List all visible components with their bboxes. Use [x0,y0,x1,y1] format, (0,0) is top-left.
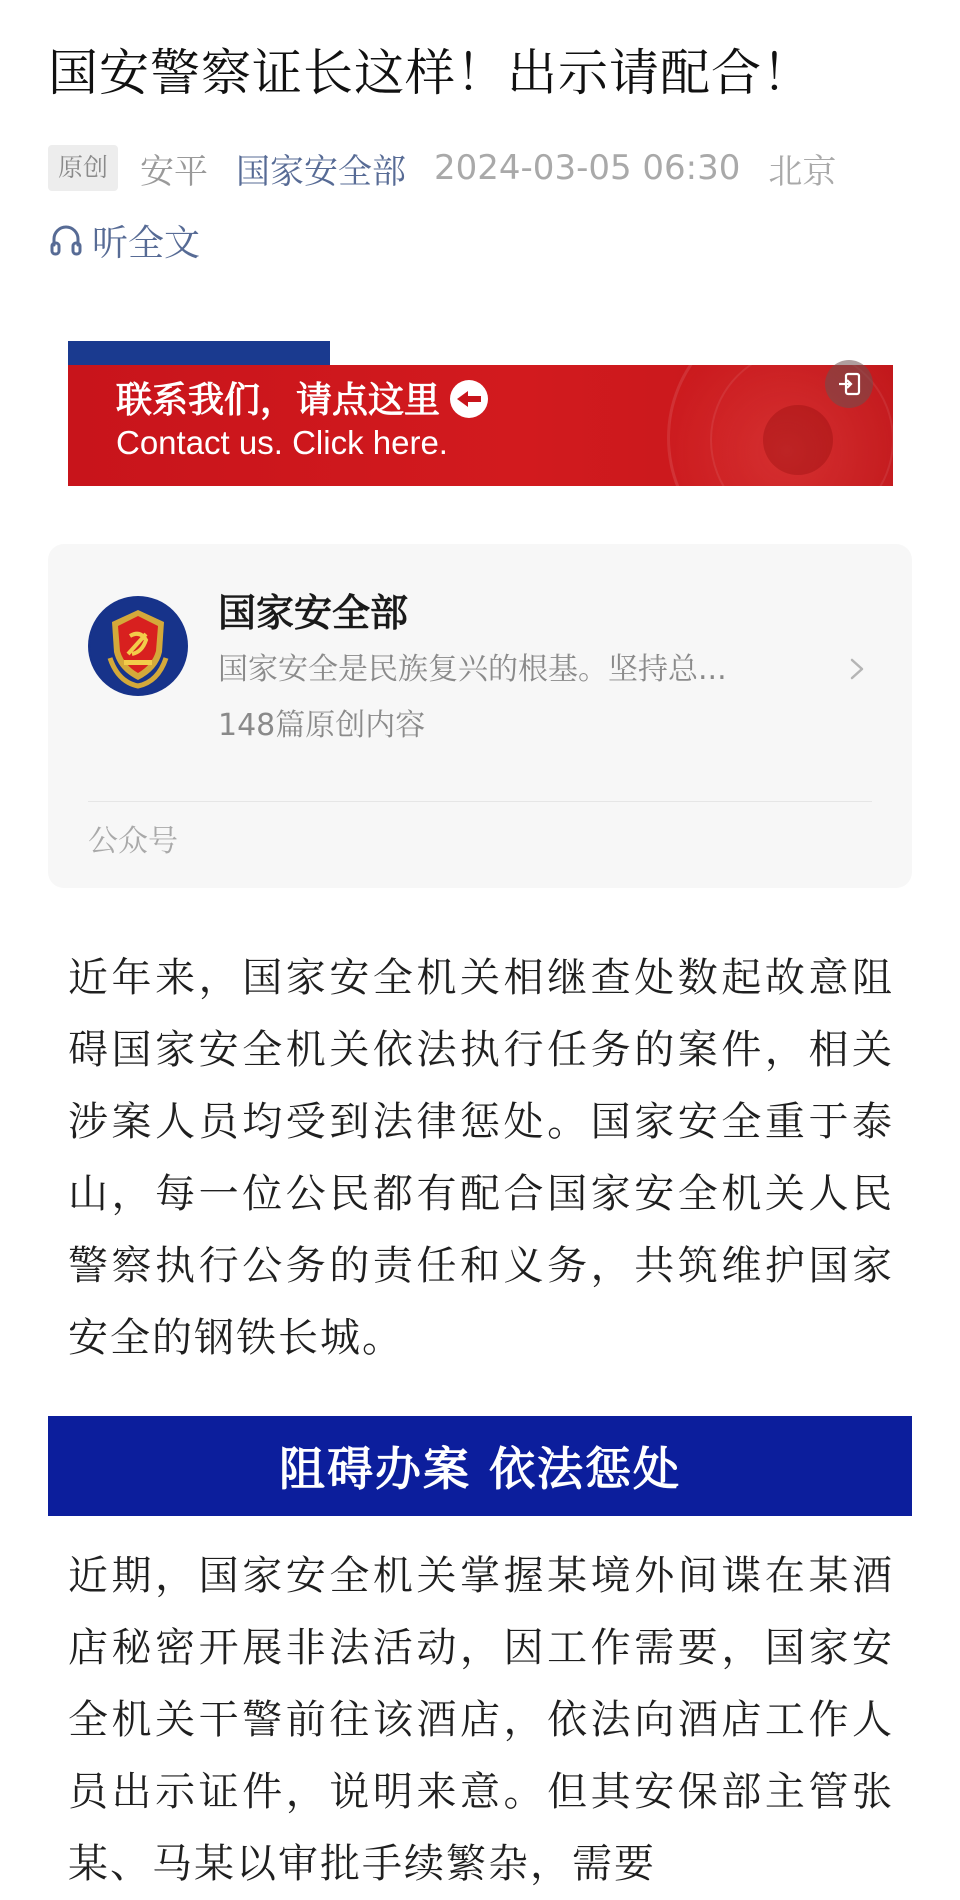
arrow-left-circle-icon [450,380,488,418]
card-divider [88,801,872,802]
account-description: 国家安全是民族复兴的根基。坚持总... [218,652,727,687]
article-meta [48,142,836,194]
account-type-label: 公众号 [88,824,178,859]
author-name: 安平 [140,151,209,192]
publish-location: 北京 [768,151,837,192]
chevron-right-icon [842,654,872,684]
avatar [88,596,188,696]
account-card[interactable] [48,544,912,888]
original-tag: 原创 [48,145,118,191]
account-link[interactable]: 国家安全部 [236,151,407,192]
publish-datetime: 2024-03-05 06:30 [434,148,741,188]
national-security-emblem [88,596,188,696]
banner-en-text: Contact us. Click here. [116,424,448,461]
original-count: 148篇原创内容 [218,708,426,743]
headphones-icon [50,223,82,257]
emblem-watermark [763,405,833,475]
contact-banner[interactable] [68,341,893,486]
body-paragraph-2: 近期，国家安全机关掌握某境外间谍在某酒店秘密开展非法活动，因工作需要，国家安全机关干警前往该酒店，依法向酒店工作人员出示证件，说明来意。但其安保部主管张某、马某以审批手续繁杂，需要 [68,1553,894,1887]
exit-icon[interactable] [825,360,873,408]
listen-button[interactable] [50,214,200,266]
banner-blue-strip [68,341,330,365]
banner-cn-line [116,381,488,421]
banner-cn-text: 联系我们，请点这里 [116,380,441,421]
listen-label: 听全文 [92,222,201,264]
account-name: 国家安全部 [218,591,409,635]
section-heading: 阻碍办案 依法惩处 [48,1416,912,1516]
article-title: 国安警察证长这样！出示请配合！ [48,44,813,102]
body-paragraph-1: 近年来，国家安全机关相继查处数起故意阻碍国家安全机关依法执行任务的案件，相关涉案人员均受到法律惩处。国家安全重于泰山，每一位公民都有配合国家安全机关人民警察执行公务的责任和义务，共筑维护国家安全的钢铁长城。 [68,955,894,1361]
